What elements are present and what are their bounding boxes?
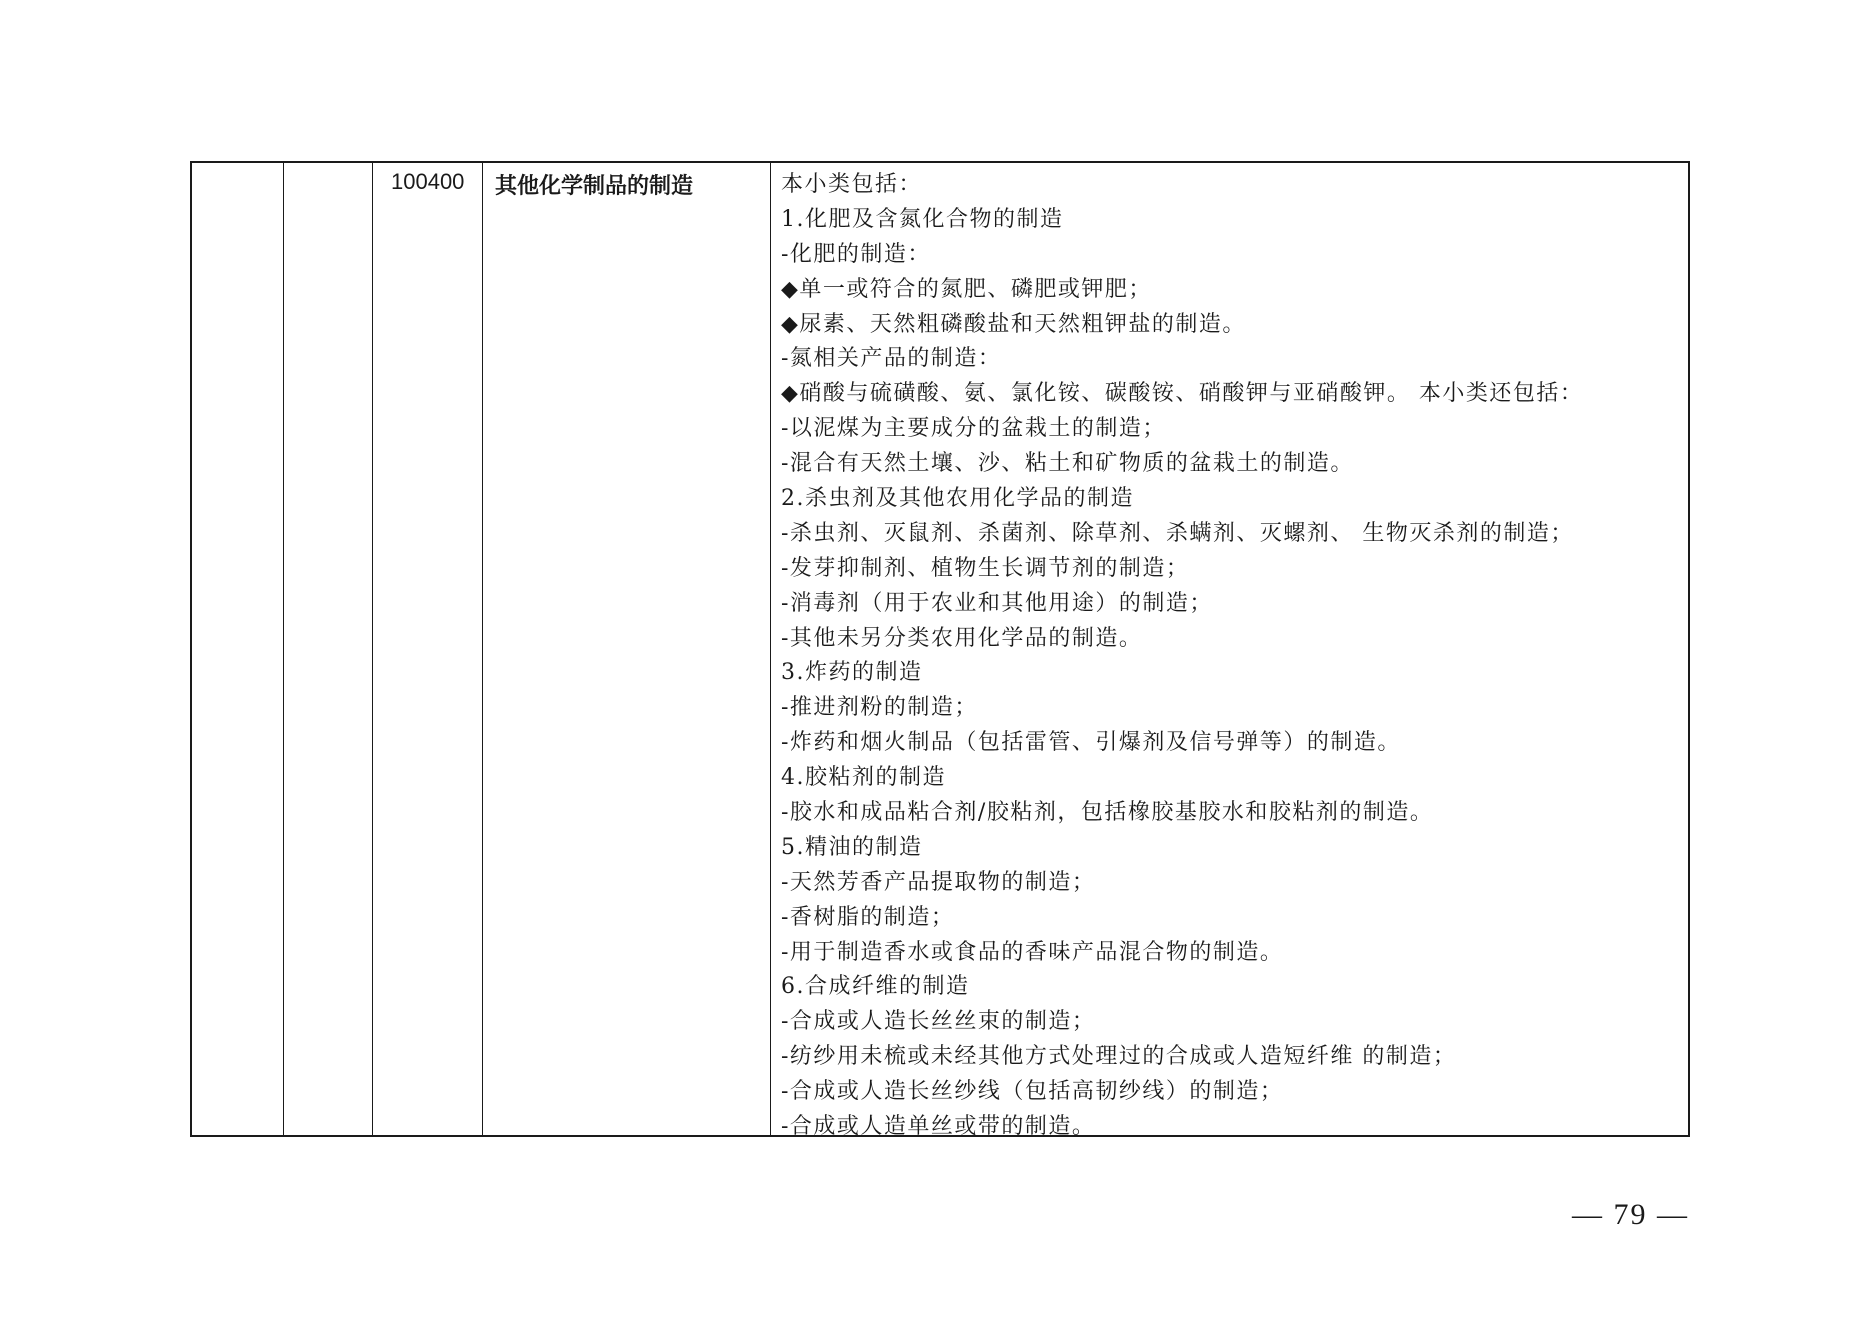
description-line: -天然芳香产品提取物的制造；	[781, 869, 1096, 895]
description-line: -用于制造香水或食品的香味产品混合物的制造。	[781, 939, 1284, 965]
description-line: -化肥的制造：	[781, 241, 931, 267]
description-line: -香树脂的制造；	[781, 904, 955, 930]
description-line: -合成或人造单丝或带的制造。	[781, 1114, 1096, 1140]
description-line: 本小类包括：	[781, 172, 923, 197]
description-line: 6.合成纤维的制造	[781, 974, 970, 1000]
description-line: ◆尿素、天然粗磷酸盐和天然粗钾盐的制造。	[781, 311, 1246, 337]
empty-column-2	[284, 163, 373, 1135]
description-line: 1.化肥及含氮化合物的制造	[781, 206, 1064, 232]
classification-table	[190, 161, 1690, 1140]
description-line: ◆硝酸与硫磺酸、氨、氯化铵、碳酸铵、硝酸钾与亚硝酸钾。 本小类还包括：	[781, 381, 1584, 407]
description-line: ◆单一或符合的氮肥、磷肥或钾肥；	[781, 276, 1152, 302]
description-line: 3.炸药的制造	[781, 660, 923, 686]
description-line: -发芽抑制剂、植物生长调节剂的制造；	[781, 555, 1190, 581]
description-line: -其他未另分类农用化学品的制造。	[781, 625, 1143, 651]
description-line: -氮相关产品的制造：	[781, 346, 1002, 372]
description-line: 5.精油的制造	[781, 834, 923, 860]
description-cell	[771, 163, 1688, 1140]
code-cell: 100400	[373, 163, 483, 1135]
empty-column-1	[192, 163, 284, 1135]
name-cell: 其他化学制品的制造	[483, 163, 771, 1135]
description-line: -炸药和烟火制品（包括雷管、引爆剂及信号弹等）的制造。	[781, 730, 1401, 756]
description-line: -以泥煤为主要成分的盆栽土的制造；	[781, 416, 1166, 442]
description-line: -胶水和成品粘合剂/胶粘剂，包括橡胶基胶水和胶粘剂的制造。	[781, 800, 1434, 826]
description-line: -合成或人造长丝丝束的制造；	[781, 1009, 1096, 1035]
description-line: 4.胶粘剂的制造	[781, 765, 946, 791]
page-number: — 79 —	[1572, 1198, 1689, 1231]
description-line: -消毒剂（用于农业和其他用途）的制造；	[781, 590, 1213, 616]
description-line: 2.杀虫剂及其他农用化学品的制造	[781, 486, 1134, 512]
description-line: -推进剂粉的制造；	[781, 695, 978, 721]
description-line: -混合有天然土壤、沙、粘土和矿物质的盆栽土的制造。	[781, 451, 1354, 477]
description-line: -纺纱用未梳或未经其他方式处理过的合成或人造短纤维 的制造；	[781, 1044, 1457, 1070]
description-line: -合成或人造长丝纱线（包括高韧纱线）的制造；	[781, 1079, 1284, 1105]
description-line: -杀虫剂、灭鼠剂、杀菌剂、除草剂、杀螨剂、灭螺剂、 生物灭杀剂的制造；	[781, 520, 1574, 546]
